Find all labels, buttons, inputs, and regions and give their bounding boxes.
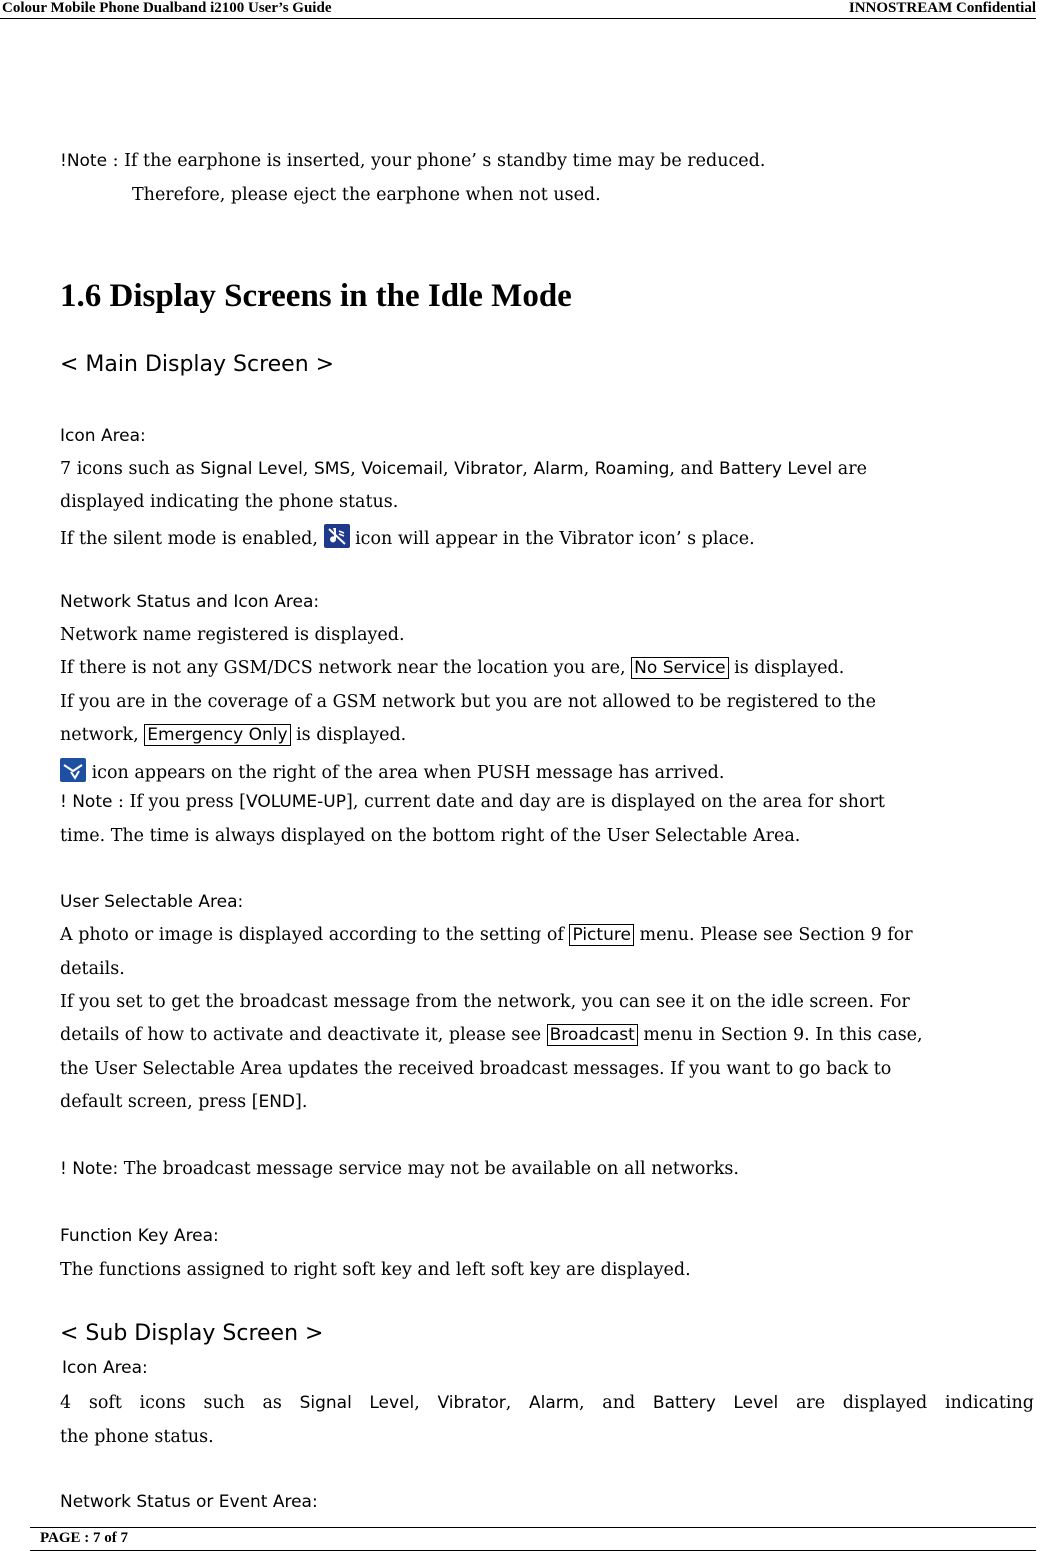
icon-area-label: Icon Area: <box>60 426 146 446</box>
network-area-line7: time. The time is always displayed on the bottom right of the User Selectable Area. <box>60 826 801 846</box>
user-area-line1: A photo or image is displayed according to the setting of Picture menu. Please see Section 9 for <box>60 925 913 945</box>
sub-display-heading: < Sub Display Screen > <box>60 1321 324 1346</box>
function-area-line1: The functions assigned to right soft key and left soft key are displayed. <box>60 1260 691 1280</box>
sub-icon-area-label: Icon Area: <box>62 1358 148 1378</box>
note-label: !Note <box>60 151 108 171</box>
page-header <box>0 0 1036 19</box>
confidential-label: INNOSTREAM Confidential <box>848 0 1036 16</box>
emergency-only-text: Emergency Only <box>144 724 290 746</box>
network-area-line2: If there is not any GSM/DCS network near the location you are, No Service is displayed. <box>60 658 845 678</box>
no-service-text: No Service <box>631 657 728 679</box>
network-area-note: ! Note : If you press [VOLUME-UP], current date and day are is displayed on the area for short <box>60 792 885 812</box>
page-footer <box>30 1527 1036 1551</box>
broadcast-menu-text: Broadcast <box>547 1024 638 1046</box>
icon-area-line1: 7 icons such as Signal Level, SMS, Voicemail, Vibrator, Alarm, Roaming, and Battery Level are <box>60 459 867 479</box>
network-area-line1: Network name registered is displayed. <box>60 625 405 645</box>
network-area-line5: icon appears on the right of the area when PUSH message has arrived. <box>60 758 724 784</box>
network-area-line4: network, Emergency Only is displayed. <box>60 725 407 745</box>
note-earphone-line2: Therefore, please eject the earphone when not used. <box>132 185 601 205</box>
icon-area-line3: If the silent mode is enabled, icon will appear in the Vibrator icon’ s place. <box>60 524 755 550</box>
push-message-icon <box>60 758 86 782</box>
main-display-heading: < Main Display Screen > <box>60 352 335 377</box>
network-area-line3: If you are in the coverage of a GSM network but you are not allowed to be registered to the <box>60 692 876 712</box>
sub-icon-area-line1: 4 soft icons such as Signal Level, Vibrator, Alarm, and Battery Level are displayed indicating <box>60 1393 1034 1413</box>
sub-icon-area-line2: the phone status. <box>60 1427 214 1447</box>
user-area-label: User Selectable Area: <box>60 892 244 912</box>
note-earphone-line1: !Note : If the earphone is inserted, your phone’ s standby time may be reduced. <box>60 151 766 171</box>
page-number: PAGE : 7 of 7 <box>40 1530 129 1546</box>
user-area-line3: If you set to get the broadcast message from the network, you can see it on the idle screen. For <box>60 992 910 1012</box>
user-area-line4: details of how to activate and deactivate it, please see Broadcast menu in Section 9. In this case, <box>60 1025 923 1045</box>
icon-area-line2: displayed indicating the phone status. <box>60 492 399 512</box>
document-title: Colour Mobile Phone Dualband i2100 User’s Guide <box>2 0 332 16</box>
user-area-line2: details. <box>60 959 125 979</box>
function-area-label: Function Key Area: <box>60 1226 219 1246</box>
user-area-line6: default screen, press [END]. <box>60 1092 308 1112</box>
note-broadcast: ! Note: The broadcast message service may not be available on all networks. <box>60 1159 739 1179</box>
user-area-line5: the User Selectable Area updates the received broadcast messages. If you want to go back to <box>60 1059 892 1079</box>
network-area-label: Network Status and Icon Area: <box>60 592 320 612</box>
section-title: 1.6 Display Screens in the Idle Mode <box>60 278 572 314</box>
picture-menu-text: Picture <box>569 924 633 946</box>
sub-network-label: Network Status or Event Area: <box>60 1492 318 1512</box>
silent-mode-icon <box>324 524 350 548</box>
